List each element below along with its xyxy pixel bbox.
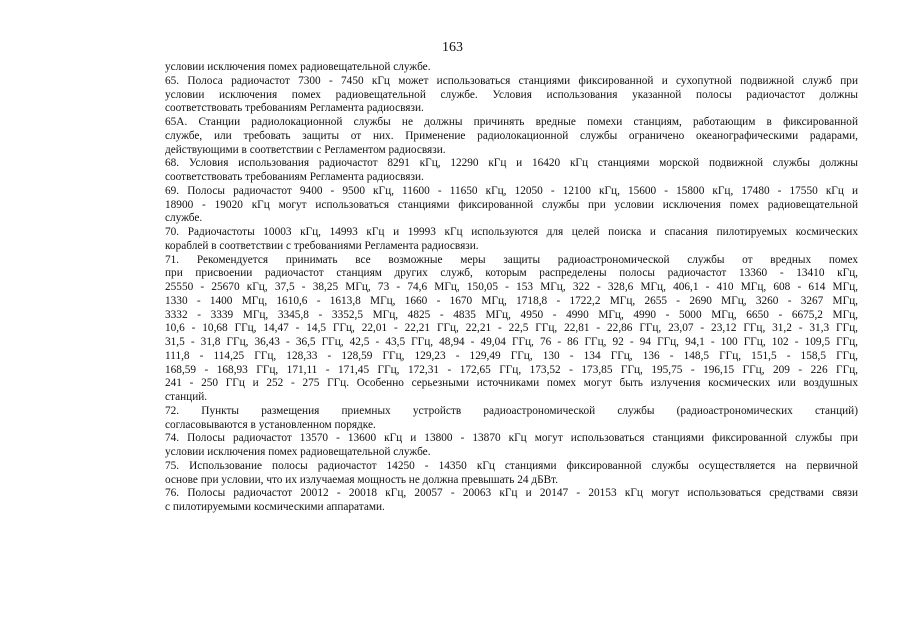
paragraph (165, 487, 858, 515)
text-line: 71. Рекомендуется принимать все возможные меры защиты радиоастрономической службы от вредных помех (165, 253, 858, 266)
text-line: 168,59 - 168,93 ГГц, 171,11 - 171,45 ГГц, 172,31 - 172,65 ГГц, 173,52 - 173,85 ГГц, 195,75 - 196,15 ГГц, 209 - 226 ГГц, (165, 363, 858, 376)
text-line: 1330 - 1400 МГц, 1610,6 - 1613,8 МГц, 1660 - 1670 МГц, 1718,8 - 1722,2 МГц, 2655 - 2690 МГц, 3260 - 3267 МГц, (165, 294, 858, 307)
text-line: 65А. Станции радиолокационной службы не должны причинять вредные помехи станциям, работающим в фиксированной (165, 116, 858, 128)
text-line: соответствовать требованиям Регламента радиосвязи. (165, 102, 424, 115)
paragraph (165, 75, 858, 116)
text-line: 70. Радиочастоты 10003 кГц, 14993 кГц и 19993 кГц используются для целей поиска и спасания пилотируемых космических (165, 226, 858, 238)
text-line: 10,6 - 10,68 ГГц, 14,47 - 14,5 ГГц, 22,01 - 22,21 ГГц, 22,21 - 22,5 ГГц, 22,81 - 22,86 ГГц, 23,07 - 23,12 ГГц, 31,2 - 31,3 ГГц, (165, 322, 858, 335)
paragraph (165, 226, 858, 254)
text-line: станций. (165, 391, 208, 403)
text-line: 74. Полосы радиочастот 13570 - 13600 кГц и 13800 - 13870 кГц могут использоваться станциями фиксированной службы при (165, 432, 858, 445)
paragraph (165, 157, 858, 185)
text-line: условии исключения помех радиовещательной службе. (165, 446, 431, 458)
text-line: 25550 - 25670 кГц, 37,5 - 38,25 МГц, 73 - 74,6 МГц, 150,05 - 153 МГц, 322 - 328,6 МГц, 406,1 - 410 МГц, 608 - 614 МГц, (165, 281, 858, 293)
text-line: 31,5 - 31,8 ГГц, 36,43 - 36,5 ГГц, 42,5 - 43,5 ГГц, 48,94 - 49,04 ГГц, 76 - 86 ГГц, 92 - 94 ГГц, 94,1 - 100 ГГц, 102 - 109,5 ГГц, (165, 336, 858, 348)
text-line: соответствовать требованиям Регламента радиосвязи. (165, 171, 424, 183)
text-line: основе при условии, что их излучаемая мощность не должна превышать 24 дБВт. (165, 473, 559, 486)
text-line: 72. Пункты размещения приемных устройств радиоастрономической службы (радиоастрономических станций) (165, 404, 858, 417)
text-line: согласовываются в установленном порядке. (165, 418, 376, 431)
text-line: 3332 - 3339 МГц, 3345,8 - 3352,5 МГц, 4825 - 4835 МГц, 4950 - 4990 МГц, 4990 - 5000 МГц, 6650 - 6675,2 МГц, (165, 308, 858, 321)
text-line: кораблей в соответствии с требованиями Регламента радиосвязи. (165, 239, 479, 252)
text-line: при присвоении радиочастот станциям других служб, которым распределены полосы радиочастот 13360 - 13410 кГц, (165, 267, 858, 280)
paragraph (165, 405, 858, 433)
page-number: 163 (442, 40, 463, 55)
text-line: службе. (165, 212, 203, 225)
text-line: 69. Полосы радиочастот 9400 - 9500 кГц, 11600 - 11650 кГц, 12050 - 12100 кГц, 15600 - 15800 кГц, 17480 - 17550 кГц и (165, 184, 858, 197)
text-line: службе, или требовать защиты от них. Применение радиолокационной службы ограничено океанографическими радарами, (165, 129, 858, 142)
text-line: 65. Полоса радиочастот 7300 - 7450 кГц может использоваться станциями фиксированной и сухопутной подвижной служб при (165, 74, 858, 87)
text-line: с пилотируемыми космическими аппаратами. (165, 501, 385, 513)
text-line: условии исключения помех радиовещательной службе. Условия использования указанной полосы радиочастот должны (165, 88, 858, 101)
paragraph (165, 61, 858, 75)
text-line: 76. Полосы радиочастот 20012 - 20018 кГц, 20057 - 20063 кГц и 20147 - 20153 кГц могут использоваться средствами связи (165, 487, 858, 500)
paragraph (165, 185, 858, 226)
text-line: условии исключения помех радиовещательной службе. (165, 61, 431, 73)
paragraph (165, 432, 858, 460)
document-body (165, 61, 858, 515)
text-line: 75. Использование полосы радиочастот 14250 - 14350 кГц станциями фиксированной службы осуществляется на первичной (165, 459, 858, 472)
paragraph (165, 460, 858, 488)
text-line: действующими в соответствии с Регламентом радиосвязи. (165, 143, 446, 156)
text-line: 18900 - 19020 кГц могут использоваться станциями фиксированной службы при условии исключения помех радиовещательной (165, 198, 858, 211)
text-line: 111,8 - 114,25 ГГц, 128,33 - 128,59 ГГц, 129,23 - 129,49 ГГц, 130 - 134 ГГц, 136 - 148,5 ГГц, 151,5 - 158,5 ГГц, (165, 349, 858, 362)
paragraph (165, 254, 858, 405)
text-line: 241 - 250 ГГц и 252 - 275 ГГц. Особенно серьезными источниками помех могут быть излучения космических или воздушных (165, 377, 858, 390)
paragraph (165, 116, 858, 157)
text-line: 68. Условия использования радиочастот 8291 кГц, 12290 кГц и 16420 кГц станциями морской подвижной службы должны (165, 157, 858, 170)
